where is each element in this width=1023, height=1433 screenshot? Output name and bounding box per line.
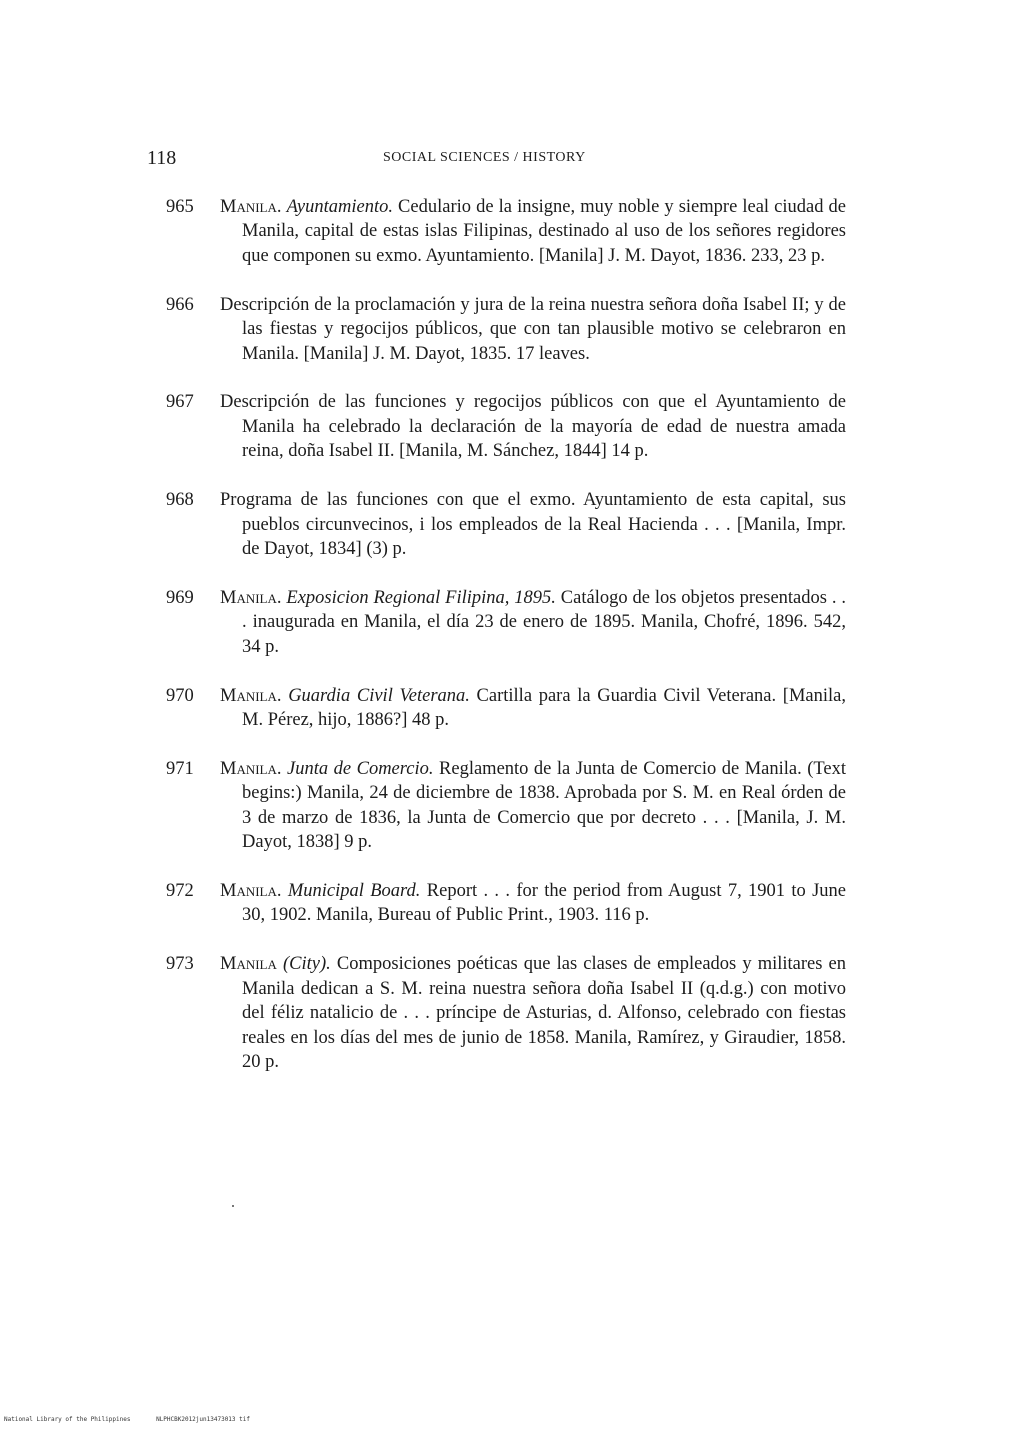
entry-heading: (City).	[283, 954, 331, 975]
entry-text: Descripción de las funciones y regocijos públicos con que el Ayuntamiento de Manila ha celebrado la declaración de la mayoría de edad de nuestra amada reina, doña Isabel II. [Manila, M. Sánchez, 1844] 14 p.	[220, 392, 846, 462]
entry-number: 965	[166, 197, 194, 217]
entry-body	[220, 952, 846, 1074]
entry-author: Manila.	[220, 685, 282, 706]
entry-text: Reglamento de la Junta de Comercio de Manila. (Text begins:) Manila, 24 de diciembre de 1838. Aprobada por S. M. en Real órden de 3 de marzo de 1836, la Junta de Comercio que por decreto . . . [Manila, J. M. Dayot, 1838] 9 p.	[242, 758, 847, 853]
scan-footer	[4, 1416, 272, 1423]
bibliography-entry	[166, 293, 846, 366]
bibliography-entry	[166, 879, 846, 928]
entry-number: 971	[166, 758, 194, 779]
entry-text: Catálogo de los objetos presentados . . . inaugurada en Manila, el día 23 de enero de 1895. Manila, Chofré, 1896. 542, 34 p.	[242, 587, 846, 657]
page-header	[147, 147, 847, 173]
entry-number: 966	[166, 294, 194, 315]
entry-text: Cartilla para la Guardia Civil Veterana. [Manila, M. Pérez, hijo, 1886?] 48 p.	[242, 685, 846, 730]
entry-number: 972	[166, 881, 194, 902]
entry-heading: Junta de Comercio.	[287, 758, 434, 779]
entry-number: 968	[166, 490, 194, 511]
entry-body	[220, 195, 846, 268]
entry-body	[220, 488, 846, 561]
bibliography-entry	[166, 390, 846, 463]
entry-text: Descripción de la proclamación y jura de la reina nuestra señora doña Isabel II; y de las fiestas y regocijos públicos, que con tan plausible motivo se celebraron en Manila. [Manila] J. M. Dayot, 1835. 17 leaves.	[220, 294, 846, 364]
entry-body	[220, 390, 846, 463]
entry-heading: Ayuntamiento.	[286, 197, 393, 217]
bibliography-entry	[166, 952, 846, 1074]
entry-number: 973	[166, 954, 194, 975]
entry-text: Programa de las funciones con que el exmo. Ayuntamiento de esta capital, sus pueblos circunvecinos, i los empleados de la Real Hacienda . . . [Manila, Impr. de Dayot, 1834] (3) p.	[220, 490, 846, 559]
entry-heading: Exposicion Regional Filipina, 1895.	[286, 587, 556, 608]
entry-text: Report . . . for the period from August 7, 1901 to June 30, 1902. Manila, Bureau of Public Print., 1903. 116 p.	[242, 881, 847, 926]
entry-body	[220, 879, 846, 928]
entry-body	[220, 586, 846, 659]
entry-body	[220, 757, 846, 855]
footer-library: National Library of the Philippines	[4, 1416, 131, 1423]
entry-body	[220, 293, 846, 366]
running-head: SOCIAL SCIENCES / HISTORY	[383, 150, 586, 165]
entry-body	[220, 684, 846, 733]
entry-author: Manila.	[220, 758, 282, 779]
scan-speck	[232, 1205, 234, 1207]
entry-author: Manila	[220, 954, 277, 975]
bibliography-entry	[166, 757, 846, 855]
bibliography-entry	[166, 195, 846, 268]
entry-number: 970	[166, 685, 194, 706]
entry-text: Composiciones poéticas que las clases de empleados y militares en Manila dedican a S. M. reina nuestra señora doña Isabel II (q.d.g.) con motivo del féliz natalicio de . . . príncipe de Asturias, d. Alfonso, celebrado con fiestas reales en los días del mes de junio de 1858. Manila, Ramírez, y Giraudier, 1858. 20 p.	[242, 954, 846, 1072]
bibliography-entry	[166, 586, 846, 659]
entry-author: Manila.	[220, 587, 282, 608]
entry-number: 967	[166, 392, 194, 413]
entry-heading: Municipal Board.	[287, 881, 421, 902]
entry-author: Manila.	[220, 881, 282, 902]
entry-heading: Guardia Civil Veterana.	[288, 685, 470, 706]
footer-file-id: NLPHCBK2012jun13473013 tif	[156, 1416, 250, 1423]
page-number: 118	[147, 147, 177, 169]
entry-author: Manila.	[220, 197, 282, 217]
entry-number: 969	[166, 587, 194, 608]
entry-text: Cedulario de la insigne, muy noble y siempre leal ciudad de Manila, capital de estas islas Filipinas, destinado al uso de los señores regidores que componen su exmo. Ayuntamiento. [Manila] J. M. Dayot, 1836. 233, 23 p.	[242, 197, 847, 266]
bibliography-entry	[166, 684, 846, 733]
bibliography-entry	[166, 488, 846, 561]
bibliography-entries	[166, 195, 846, 1099]
